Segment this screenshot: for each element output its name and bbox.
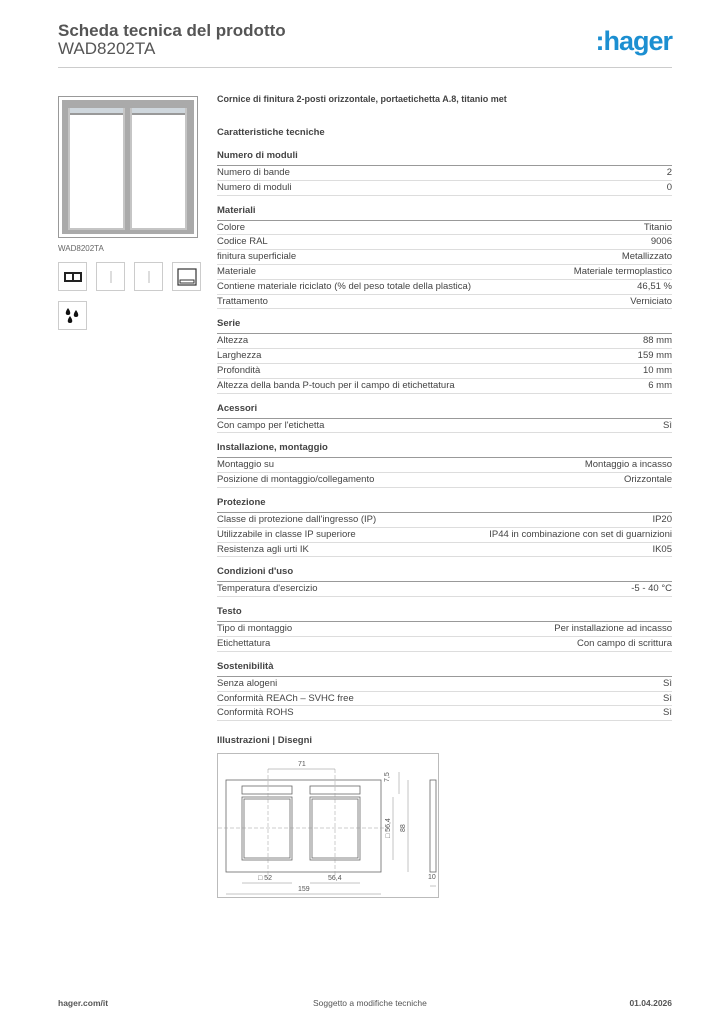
footer-website[interactable]: hager.com/it <box>58 998 109 1008</box>
spec-value: Orizzontale <box>623 474 672 486</box>
spec-label: Numero di moduli <box>217 181 292 193</box>
spec-label: Trattamento <box>217 295 268 307</box>
spec-value: 2 <box>666 167 672 178</box>
specs-heading: Caratteristiche tecniche <box>217 127 325 138</box>
spec-value: Materiale termoplastico <box>573 265 672 277</box>
spec-row <box>217 364 672 379</box>
section-title: Installazione, montaggio <box>217 442 672 458</box>
spec-row <box>217 622 672 637</box>
spec-row <box>217 458 672 473</box>
footer-date: 01.04.2026 <box>629 998 672 1008</box>
product-image <box>58 96 198 238</box>
page-title: Scheda tecnica del prodotto <box>58 21 286 40</box>
single-line-icon <box>134 262 163 291</box>
double-frame-icon <box>58 262 87 291</box>
spec-row <box>217 692 672 707</box>
spec-value: Montaggio a incasso <box>584 459 672 471</box>
spec-value: IP44 in combinazione con set di guarnizioni <box>489 528 672 540</box>
spec-section <box>217 497 672 557</box>
spec-row <box>217 543 672 558</box>
hager-logo: :hager <box>595 26 672 56</box>
single-line-icon <box>96 262 125 291</box>
illustrations-heading: Illustrazioni | Disegni <box>217 735 313 746</box>
spec-label: Colore <box>217 221 245 233</box>
spec-row <box>217 513 672 528</box>
spec-value: 0 <box>666 181 672 193</box>
section-title: Materiali <box>217 205 672 221</box>
spec-row <box>217 706 672 721</box>
spec-row <box>217 295 672 310</box>
product-code-header: WAD8202TA <box>58 39 156 58</box>
spec-value: -5 - 40 °C <box>631 583 672 595</box>
water-drops-icon <box>58 301 87 330</box>
spec-label: Utilizzabile in classe IP superiore <box>217 528 356 540</box>
spec-section <box>217 442 672 488</box>
spec-value: 9006 <box>650 236 672 248</box>
spec-label: Contiene materiale riciclato (% del peso totale della plastica) <box>217 280 471 292</box>
spec-content <box>217 94 672 730</box>
spec-value: Sì <box>663 707 672 719</box>
dim-height: 88 <box>400 824 407 832</box>
spec-label: Altezza <box>217 335 249 347</box>
spec-row <box>217 166 672 181</box>
dim-pitch: 71 <box>298 761 306 768</box>
spec-value: Verniciato <box>630 295 672 307</box>
spec-value: 6 mm <box>648 379 672 391</box>
dimension-drawing <box>217 753 439 898</box>
spec-label: Numero di bande <box>217 167 290 178</box>
section-title: Numero di moduli <box>217 150 672 166</box>
spec-value: Con campo di scrittura <box>576 637 672 649</box>
spec-label: Conformità ROHS <box>217 707 294 719</box>
section-title: Serie <box>217 318 672 334</box>
product-image-caption: WAD8202TA <box>58 244 104 253</box>
spec-section <box>217 403 672 434</box>
footer-note: Soggetto a modifiche tecniche <box>313 998 427 1008</box>
spec-row <box>217 419 672 434</box>
spec-section <box>217 661 672 721</box>
spec-value: Sì <box>663 692 672 704</box>
spec-label: Profondità <box>217 364 261 376</box>
spec-section <box>217 606 672 652</box>
spec-value: Sì <box>663 419 672 431</box>
spec-label: Materiale <box>217 265 257 277</box>
spec-row <box>217 677 672 692</box>
spec-row <box>217 349 672 364</box>
spec-row <box>217 582 672 597</box>
spec-row <box>217 334 672 349</box>
spec-row <box>217 235 672 250</box>
dim-inner-h: □ 56,4 <box>385 818 392 838</box>
spec-value: Titanio <box>643 221 672 233</box>
dim-inner-w1: □ 52 <box>258 875 272 882</box>
spec-section <box>217 318 672 393</box>
spec-label: finitura superficiale <box>217 251 297 263</box>
spec-row <box>217 221 672 236</box>
dim-label: 7,5 <box>384 772 391 782</box>
spec-value: 88 mm <box>642 335 672 347</box>
spec-label: Con campo per l'etichetta <box>217 419 325 431</box>
spec-row <box>217 181 672 196</box>
section-title: Condizioni d'uso <box>217 566 672 582</box>
dim-depth: 10 <box>428 874 436 881</box>
dim-width: 159 <box>298 886 310 893</box>
spec-value: Metallizzato <box>621 251 672 263</box>
dim-inner-w2: 56,4 <box>328 875 342 882</box>
section-title: Sostenibilità <box>217 661 672 677</box>
spec-value: 159 mm <box>637 350 672 362</box>
spec-row <box>217 528 672 543</box>
spec-value: 46,51 % <box>637 280 672 292</box>
spec-row <box>217 473 672 488</box>
spec-label: Senza alogeni <box>217 677 278 689</box>
section-title: Testo <box>217 606 672 622</box>
product-description: Cornice di finitura 2-posti orizzontale, portaetichetta A.8, titanio met <box>217 94 507 104</box>
spec-section <box>217 150 672 196</box>
spec-row <box>217 280 672 295</box>
spec-label: Resistenza agli urti IK <box>217 543 309 555</box>
spec-row <box>217 379 672 394</box>
spec-value: Sì <box>663 677 672 689</box>
spec-label: Tipo di montaggio <box>217 623 293 635</box>
label-holder-icon <box>172 262 201 291</box>
spec-value: IK05 <box>652 543 672 555</box>
section-title: Protezione <box>217 497 672 513</box>
spec-row <box>217 265 672 280</box>
spec-label: Altezza della banda P-touch per il campo di etichettatura <box>217 379 455 391</box>
spec-label: Posizione di montaggio/collegamento <box>217 474 375 486</box>
spec-label: Classe di protezione dall'ingresso (IP) <box>217 513 377 525</box>
header-divider <box>58 67 672 68</box>
spec-section <box>217 566 672 597</box>
spec-row <box>217 637 672 652</box>
spec-label: Conformità REACh – SVHC free <box>217 692 354 704</box>
spec-label: Codice RAL <box>217 236 268 248</box>
spec-label: Larghezza <box>217 350 262 362</box>
spec-section <box>217 205 672 310</box>
spec-label: Temperatura d'esercizio <box>217 583 318 595</box>
spec-label: Montaggio su <box>217 459 275 471</box>
spec-label: Etichettatura <box>217 637 271 649</box>
section-title: Acessori <box>217 403 672 419</box>
spec-row <box>217 250 672 265</box>
spec-value: 10 mm <box>642 364 672 376</box>
spec-value: Per installazione ad incasso <box>554 623 672 635</box>
spec-value: IP20 <box>652 513 672 525</box>
